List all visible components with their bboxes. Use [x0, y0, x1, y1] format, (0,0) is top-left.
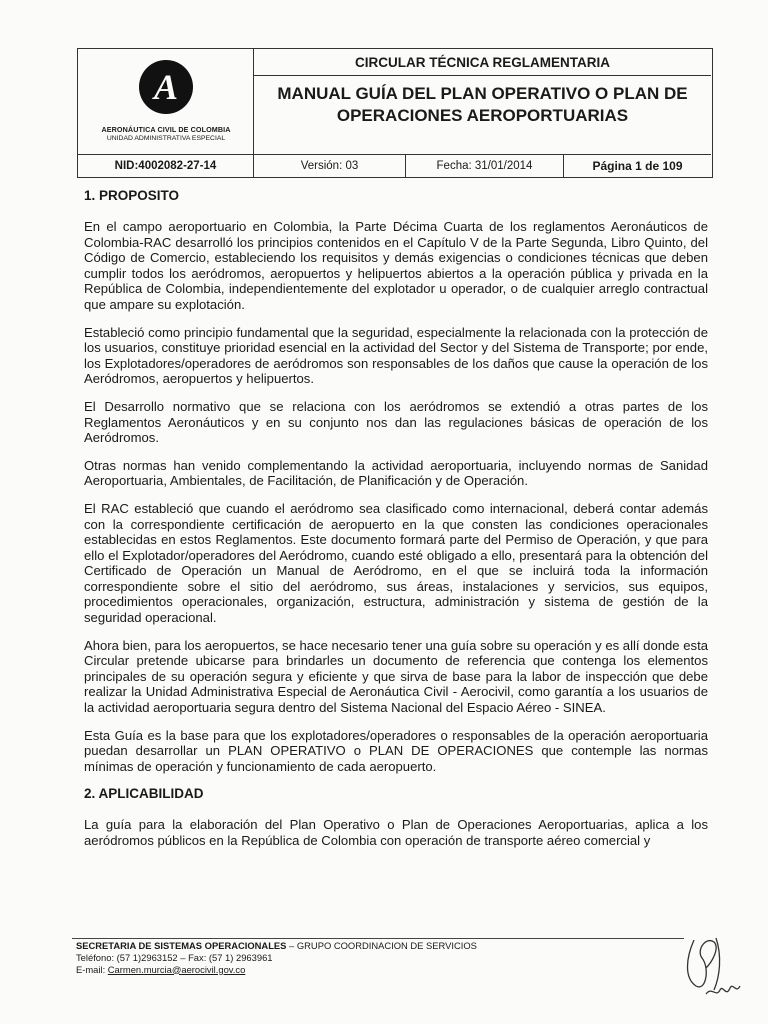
footer-email-link[interactable]: Carmen.murcia@aerocivil.gov.co — [107, 963, 246, 975]
paragraph: Esta Guía es la base para que los explotadores/operadores o responsables de la operación aeroportuaria puedan desarrollar un PLAN OPERATIVO o PLAN DE OPERACIONES que contemple las normas mínimas de operación y funcionamiento de cada aeropuerto. — [84, 727, 708, 774]
document-footer — [76, 940, 636, 975]
document-title — [254, 83, 711, 127]
paragraph: Otras normas han venido complementando la actividad aeroportuaria, incluyendo normas de Sanidad Aeroportuaria, Ambientales, de Facilitación, de Planificación y de Operación. — [84, 457, 708, 489]
document-body — [84, 188, 708, 849]
svg-text:A: A — [153, 67, 179, 107]
footer-email-line — [76, 964, 636, 976]
document-nid: NID:4002082-27-14 — [78, 155, 254, 177]
paragraph: El RAC estableció que cuando el aeródromo sea clasificado como internacional, deberá contar además con la correspondiente certificación de aeropuerto en la que consten las condiciones operacionales establecidas en estos Reglamentos. Este documento formará parte del Permiso de Operación, y que para ello el Explotador/operadores del Aeródromo, cuando esté obligado a ello, presentará para la obtención del Certificado de Operación un Manual de Aeródromo, en el que se incluirá toda la información correspondiente sobre el sitio del aeródromo, sus áreas, instalaciones y servicios, sus equipos, procedimientos operacionales, organización, estructura, administración y sistema de gestión de la seguridad operacional. — [84, 500, 708, 626]
footer-phone: Teléfono: (57 1)2963152 – Fax: (57 1) 2963961 — [76, 951, 273, 963]
document-page-number: Página 1 de 109 — [592, 159, 683, 173]
paragraph: Ahora bien, para los aeropuertos, se hace necesario tener una guía sobre su operación y es allí donde esta Circular pretende ubicarse para brindarles un documento de referencia que contenga los elementos principales de su operación segura y eficiente y que sirva de base para la labor de inspección que debe realizar la Unidad Administrativa Especial de Aeronáutica Civil - Aerocivil, como garantía a los usuarios de la actividad aeroportuaria segura dentro del Sistema Nacional del Espacio Aéreo - SINEA. — [84, 637, 708, 716]
paragraph: La guía para la elaboración del Plan Operativo o Plan de Operaciones Aeroportuarias, aplica a los aeródromos públicos en la República de Colombia con operación de transporte aéreo comercial y — [84, 817, 708, 848]
document-title-line1: MANUAL GUÍA DEL PLAN OPERATIVO O PLAN DE — [277, 84, 688, 103]
circular-title: CIRCULAR TÉCNICA REGLAMENTARIA — [254, 49, 711, 76]
document-version: Versión: 03 — [254, 155, 406, 177]
aerocivil-logo-icon — [138, 59, 194, 115]
paragraph: En el campo aeroportuario en Colombia, la Parte Décima Cuarta de los reglamentos Aeronáuticos de Colombia-RAC desarrolló los principios contenidos en el Capítulo V de la Parte Segunda, Libro Quinto, del Código de Comercio, estableciendo los requisitos y demás exigencias o condiciones técnicas que deben cumplir todos los aeródromos, aeropuertos y helipuertos abiertos a la operación pública y privada en la República de Colombia, independientemente del explotador u operador, o de cualquier arreglo contractual que ampare su explotación. — [84, 219, 708, 312]
handwritten-initials-icon — [676, 928, 746, 1008]
footer-department: SECRETARIA DE SISTEMAS OPERACIONALES — [76, 940, 287, 951]
footer-divider — [72, 938, 684, 939]
org-unit: UNIDAD ADMINISTRATIVA ESPECIAL — [106, 135, 226, 142]
footer-department-line — [76, 940, 636, 952]
footer-group: – GRUPO COORDINACION DE SERVICIOS — [286, 940, 477, 951]
logo-cell — [78, 49, 254, 154]
footer-email-label: E-mail: — [76, 963, 108, 975]
org-name: AERONÁUTICA CIVIL DE COLOMBIA — [101, 125, 231, 134]
paragraph: El Desarrollo normativo que se relaciona con los aeródromos se extendió a otras partes de los Reglamentos Aeronáuticos y en su conjunto nos dan las regulaciones básicas de operación de los Aeródromos. — [84, 398, 708, 446]
paragraph: Estableció como principio fundamental que la seguridad, especialmente la relacionada con la protección de los usuarios, constituye prioridad esencial en la actividad del Sector y del Sistema de Transporte; por ende, los Explotadores/operadores de aeródromos son responsables de los daños que cause la operación de los Aeródromos, aeropuertos y helipuertos. — [84, 324, 708, 387]
document-date: Fecha: 31/01/2014 — [406, 155, 564, 177]
document-title-line2: OPERACIONES AEROPORTUARIAS — [336, 106, 629, 125]
section-heading-aplicabilidad: 2. APLICABILIDAD — [84, 786, 204, 802]
document-header-table — [77, 48, 713, 178]
document-info-row — [78, 154, 711, 177]
section-heading-proposito: 1. PROPOSITO — [84, 188, 180, 203]
